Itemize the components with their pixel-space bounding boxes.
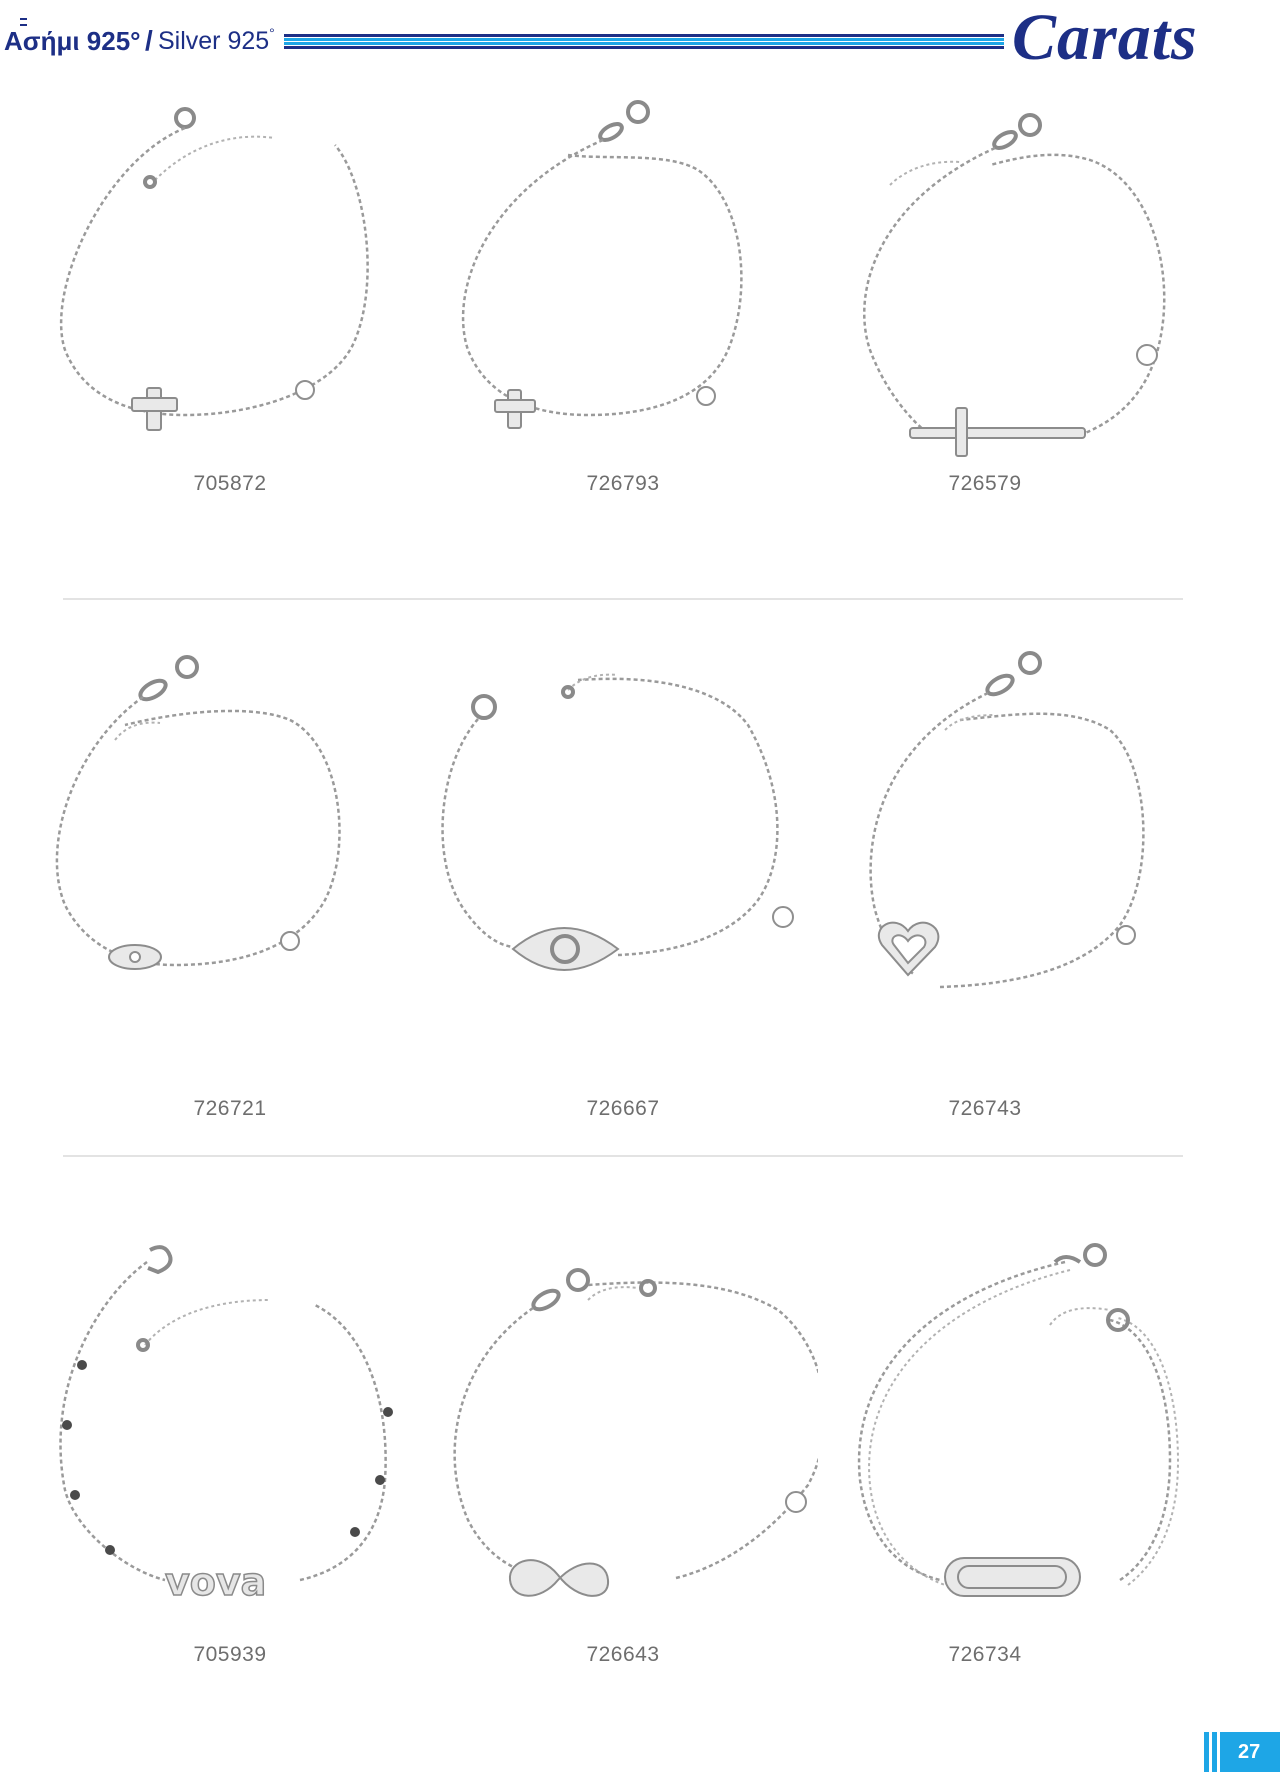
product-code: 726643	[586, 1643, 660, 1666]
bracelet-infinity-icon	[428, 1240, 818, 1620]
bracelet-long-cross-icon	[790, 90, 1180, 470]
product-card	[428, 90, 818, 560]
title-english-text: Silver 925	[158, 27, 270, 55]
product-code: 726579	[948, 472, 1022, 495]
row-divider	[63, 598, 1183, 600]
product-card	[35, 90, 425, 560]
product-code: 726793	[586, 472, 660, 495]
product-card	[428, 1240, 818, 1710]
product-code: 705872	[193, 472, 267, 495]
title-greek: Ασήμι 925°	[4, 26, 141, 56]
svg-text:vova: vova	[165, 1560, 267, 1604]
page-number: 27	[1238, 1741, 1261, 1763]
bracelet-evil-eye-icon	[428, 645, 818, 1025]
bracelet-eye-icon	[35, 645, 425, 1025]
title-english	[158, 27, 275, 56]
product-card	[790, 645, 1180, 1120]
brand-logo: Carats	[1012, 1, 1198, 74]
bracelet-vova-icon	[35, 1240, 425, 1620]
product-card	[790, 90, 1180, 560]
header-mark	[20, 18, 27, 26]
bracelet-heart-icon	[790, 645, 1180, 1025]
product-code: 726721	[193, 1097, 267, 1120]
page-number-badge	[1204, 1732, 1280, 1772]
product-code: 726734	[948, 1643, 1022, 1666]
row-divider	[63, 1155, 1183, 1157]
bracelet-cross-icon	[428, 90, 818, 470]
product-card	[790, 1240, 1180, 1710]
bracelet-cross-icon	[35, 90, 425, 470]
page-header	[0, 0, 1280, 80]
product-card	[35, 645, 425, 1120]
product-code: 726667	[586, 1097, 660, 1120]
product-card	[428, 645, 818, 1120]
product-code: 726743	[948, 1097, 1022, 1120]
product-card	[35, 1240, 425, 1710]
bracelet-rectangle-icon	[790, 1240, 1180, 1620]
product-code: 705939	[193, 1643, 267, 1666]
title-english-degree: °	[269, 25, 275, 41]
header-stripes	[284, 34, 1004, 52]
title-separator: /	[145, 25, 153, 56]
